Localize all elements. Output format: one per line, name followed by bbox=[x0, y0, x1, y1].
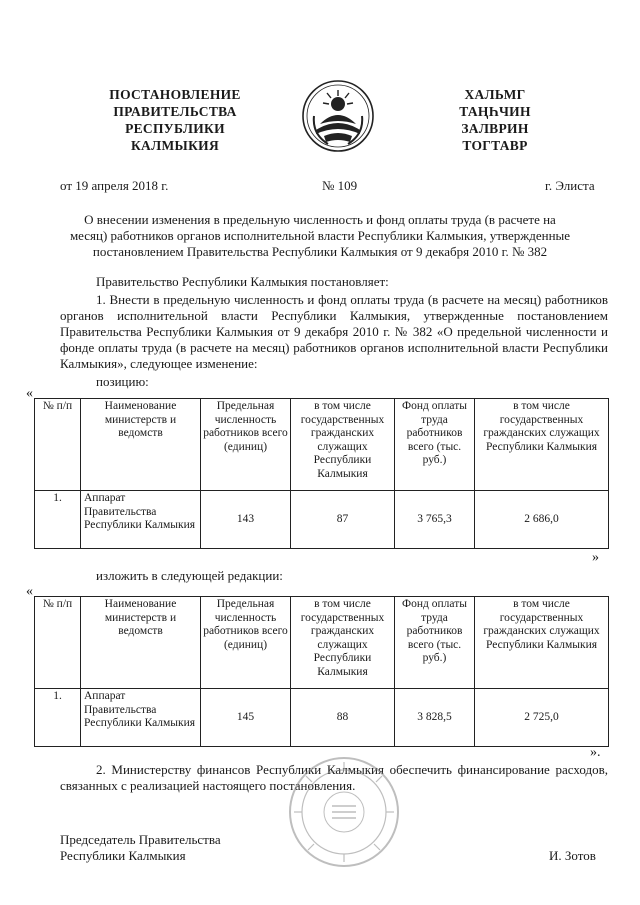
header-right-title bbox=[430, 86, 560, 154]
header-right-line: ЗАЛВРИН bbox=[461, 121, 529, 136]
point-2-paragraph: 2. Министерству финансов Республики Калмыкия обеспечить финансирование расходов, связанных с реализацией настоящего постановления. bbox=[60, 762, 608, 793]
ministry-name: Аппарат Правительства Республики Калмыкия bbox=[81, 491, 201, 549]
table-row bbox=[35, 491, 609, 549]
header-left-title bbox=[80, 86, 270, 154]
header-cell: Наименование министерств и ведомств bbox=[81, 399, 201, 491]
fund-total: 3 828,5 bbox=[395, 689, 475, 747]
document-city: г. Элиста bbox=[545, 178, 595, 193]
signatory-position-line1: Председатель Правительства bbox=[60, 832, 221, 847]
point-1-paragraph: 1. Внести в предельную численность и фонд оплаты труда (в расчете на месяц) работников органов исполнительной власти Республики Калмыкия, утвержденные постановлением Правительства Республики Калмыкия от 9 декабря 2010 г. № 382 «О предельной численности и фонде оплаты труда (в расчете на месяц) работников органов исполнительной власти Республики Калмыкия», следующее изменение: bbox=[60, 292, 608, 371]
header-right-line: ТОГТАВР bbox=[462, 138, 528, 153]
title-line: месяц) работников органов исполнительной власти Республики Калмыкия, утвержденные bbox=[69, 228, 571, 243]
table-row bbox=[35, 689, 609, 747]
replace-phrase: изложить в следующей редакции: bbox=[96, 568, 283, 583]
header-cell: Предельная численность работников всего (единиц) bbox=[201, 597, 291, 689]
old-position-table bbox=[34, 398, 609, 549]
staff-total: 143 bbox=[201, 491, 291, 549]
table-header-row bbox=[35, 597, 609, 689]
staff-total: 145 bbox=[201, 689, 291, 747]
open-quote: « bbox=[26, 386, 33, 401]
header-left-line: КАЛМЫКИЯ bbox=[130, 138, 220, 153]
title-line: постановлением Правительства Республики Калмыкия от 9 декабря 2010 г. № 382 bbox=[92, 244, 548, 259]
row-number: 1. bbox=[35, 689, 81, 747]
header-right-line: ХАЛЬМГ bbox=[464, 87, 526, 102]
header-cell: Фонд оплаты труда работников всего (тыс. руб.) bbox=[395, 399, 475, 491]
official-stamp-seal bbox=[286, 754, 402, 870]
document-date: от 19 апреля 2018 г. bbox=[60, 178, 169, 193]
close-quote: » bbox=[592, 550, 599, 565]
signatory-position-line2: Республики Калмыкия bbox=[60, 848, 186, 863]
row-number: 1. bbox=[35, 491, 81, 549]
intro-paragraph: Правительство Республики Калмыкия постановляет: bbox=[96, 274, 389, 289]
header-left-line: РЕСПУБЛИКИ bbox=[125, 121, 225, 136]
header-cell: Предельная численность работников всего (единиц) bbox=[201, 399, 291, 491]
ministry-name: Аппарат Правительства Республики Калмыкия bbox=[81, 689, 201, 747]
table-header-row bbox=[35, 399, 609, 491]
header-cell: № п/п bbox=[35, 399, 81, 491]
coat-of-arms-emblem bbox=[300, 76, 376, 156]
header-cell: в том числе государственных гражданских служащих Республики Калмыкия bbox=[291, 399, 395, 491]
header-cell: в том числе государственных гражданских служащих Республики Калмыкия bbox=[475, 597, 609, 689]
signatory-name: И. Зотов bbox=[549, 848, 596, 863]
header-cell: в том числе государственных гражданских служащих Республики Калмыкия bbox=[475, 399, 609, 491]
header-cell: Фонд оплаты труда работников всего (тыс. руб.) bbox=[395, 597, 475, 689]
open-quote: « bbox=[26, 584, 33, 599]
fund-civil: 2 686,0 bbox=[475, 491, 609, 549]
fund-civil: 2 725,0 bbox=[475, 689, 609, 747]
close-quote-final: ». bbox=[590, 745, 601, 760]
staff-civil: 88 bbox=[291, 689, 395, 747]
document-title bbox=[40, 212, 600, 260]
header-left-line: ПОСТАНОВЛЕНИЕ bbox=[109, 87, 241, 102]
header-cell: № п/п bbox=[35, 597, 81, 689]
staff-civil: 87 bbox=[291, 491, 395, 549]
position-label: позицию: bbox=[96, 374, 149, 389]
new-position-table bbox=[34, 596, 609, 747]
fund-total: 3 765,3 bbox=[395, 491, 475, 549]
header-cell: Наименование министерств и ведомств bbox=[81, 597, 201, 689]
header-right-line: ТАҢҺЧИН bbox=[459, 104, 531, 119]
title-line: О внесении изменения в предельную численность и фонд оплаты труда (в расчете на bbox=[84, 212, 556, 227]
header-cell: в том числе государственных гражданских служащих Республики Калмыкия bbox=[291, 597, 395, 689]
document-number: № 109 bbox=[322, 178, 358, 193]
header-left-line: ПРАВИТЕЛЬСТВА bbox=[113, 104, 237, 119]
